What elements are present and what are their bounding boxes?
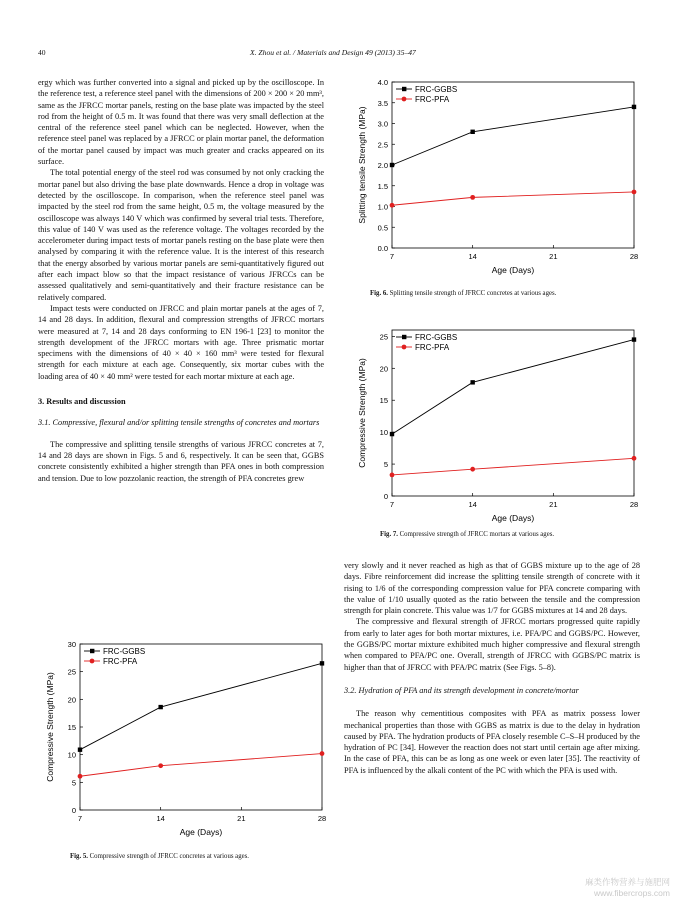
y-tick-label: 3.5 [377,98,388,108]
data-point [470,467,475,472]
x-tick-label: 14 [468,252,477,261]
data-point [632,456,637,461]
y-tick-label: 5 [383,460,388,470]
data-point [78,774,83,779]
body-paragraph: Impact tests were conducted on JFRCC and plain mortar panels at the ages of 7, 14 and 28 days. In addition, flexural and compression strengths of JFRCC mortars were measured at 7, 14 and 28 days conforming to EN 196-1 [23] to monitor the strength development of the JFRCC mortars with age. Three prismatic mortar specimens with the dimensions of 40 × 40 × 160 mm³ were tested for flexural strength for each mixture at each age. Consequently, six mortar cubes with the loading area of 40 × 40 mm² were tested for each mortar mixture at each age. [38,303,324,381]
x-tick-label: 28 [629,252,639,261]
data-point [390,473,395,478]
y-tick-label: 25 [379,332,388,342]
y-tick-label: 15 [67,723,76,732]
figure-label: Fig. 5. [70,853,88,860]
figure-caption-text: Splitting tensile strength of JFRCC concretes at various ages. [389,290,557,297]
legend-label: FRC-GGBS [415,85,458,94]
data-point [158,763,163,768]
watermark-line: www.fibercrops.com [593,888,670,898]
legend-label: FRC-PFA [415,343,450,352]
body-paragraph: The compressive and flexural strength of JFRCC mortars progressed quite rapidly from early to later ages for both mortar mixtures, i.e. PFA/PC and GGBS/PC. However, the GGBS/PC mortar mixture exhibited much higher compressive and flexural strength when compared to PFA/PC one. Overall, strength of JFRCC with GGBS/PC matrix is higher than that of JFRCC with PFA/PC matrix (See Figs. 5–8). [344,617,640,672]
plot-frame [80,644,322,810]
data-point [320,751,325,756]
y-tick-label: 5 [71,778,76,788]
figure-7-chart [352,322,642,532]
figure-5-caption [70,853,249,860]
y-tick-label: 1.0 [377,202,388,212]
series-line [392,192,634,205]
y-tick-label: 0 [383,492,388,501]
data-point [632,337,636,341]
series-line [392,107,634,165]
legend-marker [90,659,95,664]
y-tick-label: 2.5 [377,140,388,150]
figure-6-chart [352,74,642,284]
data-point [78,747,82,751]
legend-marker [402,335,406,339]
data-point [470,195,475,200]
x-axis-label: Age (Days) [179,827,223,837]
journal-header: X. Zhou et al. / Materials and Design 49 (2013) 35–47 [250,48,416,57]
y-tick-label: 20 [67,695,76,705]
body-paragraph: very slowly and it never reached as high as that of GGBS mixture up to the age of 28 days. Fibre reinforcement did increase the splitting tensile strength of concrete with it rising to 1/6 of the corresponding compression value for PFA concrete comparing with the value of 1/10 usually quoted as the ratio between the tensile and the compression strength for plain concrete. This value was 1/7 for GGBS mixtures at 14 and 28 days. [344,561,640,616]
y-tick-label: 20 [379,364,388,374]
figure-7-caption [380,531,554,538]
body-paragraph: The compressive and splitting tensile strengths of various JFRCC concretes at 7, 14 and 28 days are shown in Figs. 5 and 6, respectively. It can be seen that, GGBS concrete consistently exhibited a higher strength than PFA ones in both compression and tension. Due to low pozzolanic reaction, the strength of PFA concretes grew [38,439,324,483]
y-tick-label: 0 [71,806,76,815]
figure-caption-text: Compressive strength of JFRCC concretes at various ages. [89,853,249,860]
body-paragraph: The reason why cementitious composites with PFA as matrix possess lower mechanical properties than those with GGBS as matrix is due to the delay in hydration caused by PFA. The hydration products of PFA closely resemble C–S–H produced by the hydration of PC [34]. However the reaction does not start until certain age after mixing. In the case of PFA, this can be as long as one week or even later [35]. The reactivity of PFA is influenced by the alkali content of the PC with which the PFA is used with. [344,709,640,775]
page-number: 40 [38,48,46,57]
data-point [390,163,394,167]
data-point [390,432,394,436]
y-tick-label: 0.0 [377,244,388,253]
section-heading: 3. Results and discussion [38,397,126,407]
watermark [585,877,670,899]
x-tick-label: 21 [237,814,246,823]
y-tick-label: 0.5 [377,223,388,233]
y-tick-label: 4.0 [377,78,388,87]
right-column [344,560,640,776]
y-tick-label: 10 [67,750,76,760]
y-tick-label: 10 [379,428,388,438]
body-paragraph: ergy which was further converted into a signal and picked up by the oscilloscope. In the reference test, a reference steel panel with the dimensions of 200 × 200 × 20 mm³, same as the JFRCC mortar panels, resting on the base plate was impacted by the steel rod from the height of 0.5 m. It was found that there was very small deflection at the central of the reference steel panel which can be neglected. However, when the reference steel panel was replaced by a JFRCC or plain mortar panel, the deformation of the mortar panel caused by impact was much greater and cracks appeared on its surface. [38,78,324,167]
figure-label: Fig. 6. [370,290,388,297]
data-point [470,380,474,384]
legend-label: FRC-GGBS [415,333,458,342]
figure-6-caption [370,290,556,297]
plot-frame [392,330,634,496]
legend-label: FRC-GGBS [103,647,146,656]
body-paragraph: The total potential energy of the steel rod was consumed by not only cracking the mortar panel but also driving the base plate downwards. Hence a drop in voltage was detected by the oscilloscope. In comparison, when the reference steel panel was impacted by the steel rod from the same height, 0.5 m, the voltage measured by the oscilloscope was always 140 V which was confirmed by several trial tests. Therefore, this value of 140 V was used as the reference voltage. The voltages recorded by the accelerometer during impact tests of mortar panels resting on the base plate were then analysed by comparing it with the reference value. It is the interest of this research that the energy absorbed by various mortar panels are semi-quantitatively figured out after each impact blow so that the impact resistance of various JFRCCs can be assessed qualitatively and semi-quantitatively and their fracture resistance can be relatively compared. [38,168,324,302]
x-tick-label: 21 [549,252,558,261]
data-point [632,105,636,109]
data-point [158,705,162,709]
left-column [38,77,324,484]
figure-caption-text: Compressive strength of JFRCC mortars at various ages. [399,531,555,538]
y-axis-label: Compressive Strength (MPa) [357,358,367,468]
subsection-heading: 3.2. Hydration of PFA and its strength development in concrete/mortar [344,685,579,695]
figure-5-chart [40,636,330,846]
subsection-heading: 3.1. Compressive, flexural and/or splitting tensile strengths of concretes and mortars [38,418,320,428]
legend-marker [402,345,407,350]
plot-frame [392,82,634,248]
legend-marker [402,97,407,102]
legend-label: FRC-PFA [103,657,138,666]
series-line [392,340,634,434]
figure-label: Fig. 7. [380,531,398,538]
data-point [632,190,637,195]
y-tick-label: 2.0 [377,161,388,170]
watermark-line: 麻类作物营养与施肥网 [584,877,670,887]
data-point [390,203,395,208]
series-line [80,754,322,777]
series-line [392,458,634,475]
x-axis-label: Age (Days) [491,513,535,523]
data-point [470,130,474,134]
series-line [80,663,322,749]
x-tick-label: 14 [156,814,165,823]
x-tick-label: 21 [549,500,558,509]
x-tick-label: 7 [389,500,395,509]
legend-marker [90,649,94,653]
data-point [320,661,324,665]
y-tick-label: 15 [379,396,388,406]
x-tick-label: 28 [317,814,327,823]
y-tick-label: 3.0 [377,119,388,129]
y-axis-label: Compressive Strength (MPa) [45,672,55,782]
y-tick-label: 25 [67,667,76,677]
legend-label: FRC-PFA [415,95,450,104]
x-axis-label: Age (Days) [491,265,535,275]
y-axis-label: Splitting tensile Strength (MPa) [357,106,367,224]
x-tick-label: 7 [389,252,395,261]
y-tick-label: 30 [67,640,76,649]
legend-marker [402,87,406,91]
x-tick-label: 7 [77,814,83,823]
x-tick-label: 28 [629,500,639,509]
x-tick-label: 14 [468,500,477,509]
y-tick-label: 1.5 [377,181,388,191]
